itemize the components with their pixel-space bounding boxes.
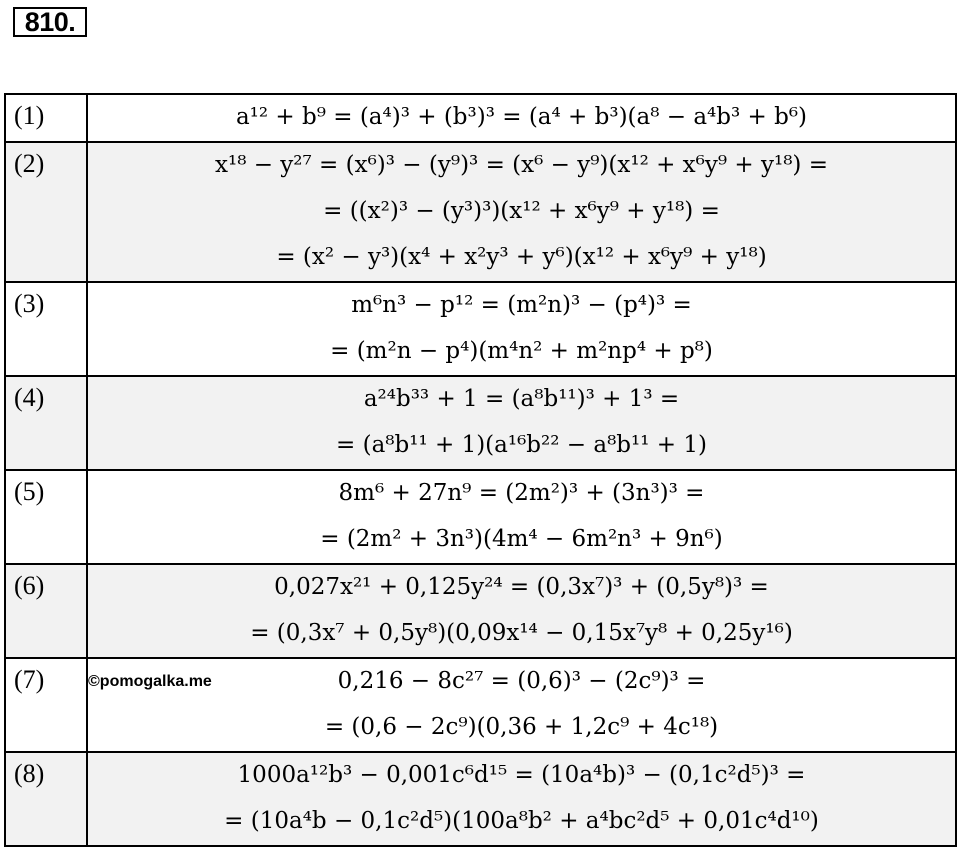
- equation-line: = (a⁸b¹¹ + 1)(a¹⁶b²² − a⁸b¹¹ + 1): [336, 432, 707, 458]
- equation-line: = (m²n − p⁴)(m⁴n² + m²np⁴ + p⁸): [330, 338, 713, 364]
- equations-table: [4, 93, 957, 847]
- row-label: (3): [5, 282, 87, 376]
- equation-line: = ((x²)³ − (y³)³)(x¹² + x⁶y⁹ + y¹⁸) =: [323, 198, 720, 224]
- equation-line: 0,216 − 8c²⁷ = (0,6)³ − (2c⁹)³ =: [337, 668, 706, 694]
- equation-line: m⁶n³ − p¹² = (m²n)³ − (p⁴)³ =: [351, 292, 692, 318]
- row-math: [87, 658, 956, 752]
- row-math: [87, 282, 956, 376]
- equation-line: = (2m² + 3n³)(4m⁴ − 6m²n³ + 9n⁶): [320, 526, 723, 552]
- row-label: (4): [5, 376, 87, 470]
- watermark: ©pomogalka.me: [88, 673, 212, 690]
- row-label: (1): [5, 94, 87, 142]
- table-row: [5, 376, 956, 470]
- equation-line: a¹² + b⁹ = (a⁴)³ + (b³)³ = (a⁴ + b³)(a⁸ − a⁴b³ + b⁶): [235, 104, 808, 130]
- row-math: [87, 376, 956, 470]
- row-label: (6): [5, 564, 87, 658]
- row-math: [87, 94, 956, 142]
- problem-number: 810.: [13, 7, 87, 37]
- table-row: [5, 658, 956, 752]
- equation-line: 8m⁶ + 27n⁹ = (2m²)³ + (3n³)³ =: [338, 480, 705, 506]
- equation-line: 0,027x²¹ + 0,125y²⁴ = (0,3x⁷)³ + (0,5y⁸)³ =: [274, 574, 769, 600]
- row-label: (2): [5, 142, 87, 282]
- table-row: [5, 282, 956, 376]
- row-math: [87, 470, 956, 564]
- table-row: [5, 470, 956, 564]
- row-label: (7): [5, 658, 87, 752]
- equation-line: = (10a⁴b − 0,1c²d⁵)(100a⁸b² + a⁴bc²d⁵ + 0,01c⁴d¹⁰): [224, 808, 819, 834]
- table-row: [5, 94, 956, 142]
- row-math: [87, 752, 956, 846]
- equation-line: = (x² − y³)(x⁴ + x²y³ + y⁶)(x¹² + x⁶y⁹ + y¹⁸): [276, 244, 767, 270]
- equation-line: 1000a¹²b³ − 0,001c⁶d¹⁵ = (10a⁴b)³ − (0,1c²d⁵)³ =: [237, 762, 806, 788]
- row-math: [87, 142, 956, 282]
- row-math: [87, 564, 956, 658]
- equation-line: a²⁴b³³ + 1 = (a⁸b¹¹)³ + 1³ =: [363, 386, 680, 412]
- table-row: [5, 564, 956, 658]
- equation-line: = (0,3x⁷ + 0,5y⁸)(0,09x¹⁴ − 0,15x⁷y⁸ + 0,25y¹⁶): [250, 620, 793, 646]
- equation-line: x¹⁸ − y²⁷ = (x⁶)³ − (y⁹)³ = (x⁶ − y⁹)(x¹² + x⁶y⁹ + y¹⁸) =: [215, 152, 828, 178]
- equation-line: = (0,6 − 2c⁹)(0,36 + 1,2c⁹ + 4c¹⁸): [324, 714, 719, 740]
- row-label: (5): [5, 470, 87, 564]
- table-row: [5, 752, 956, 846]
- row-label: (8): [5, 752, 87, 846]
- table-row: [5, 142, 956, 282]
